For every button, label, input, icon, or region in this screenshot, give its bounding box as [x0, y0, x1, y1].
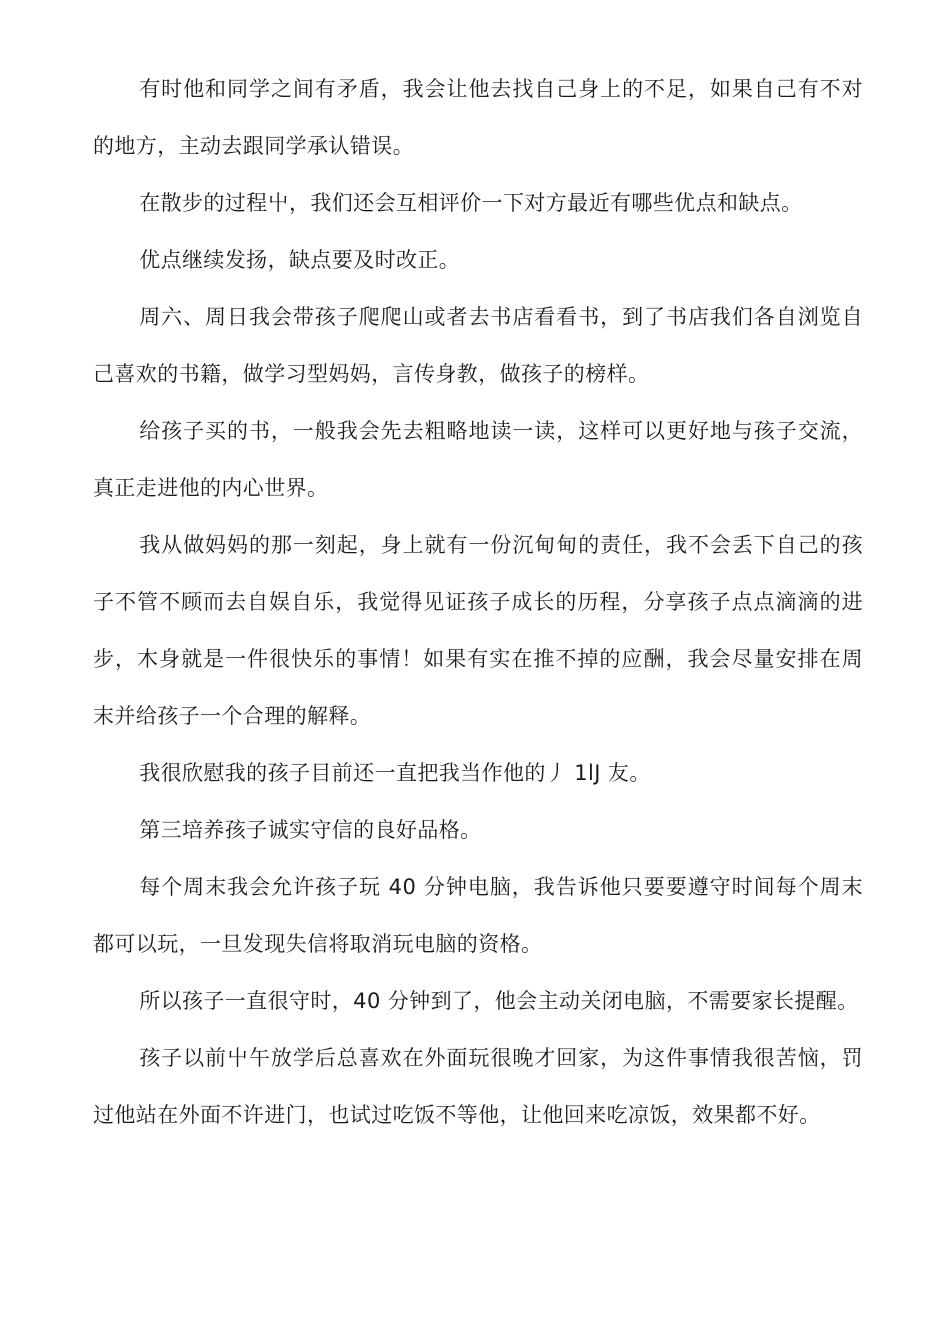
paragraph-10: 所以孩子一直很守时，40 分钟到了，他会主动关闭电脑，不需要家长提醒。 [139, 989, 859, 1013]
paragraph-6: 我从做妈妈的那一刻起，身上就有一份沉甸甸的责任，我不会丢下自己的孩子不管不顾而去自娱自乐，我觉得见证孩子成长的历程，分享孩子点点滴滴的进步，木身就是一件很快乐的事情！如果有实在推不掉的应酬，我会尽量安排在周末并给孩子一个合理的解释。 [93, 533, 863, 728]
paragraph-5: 给孩子买的书，一般我会先去粗略地读一读，这样可以更好地与孩子交流，真正走进他的内心世界。 [93, 419, 863, 500]
paragraph-9: 每个周末我会允许孩子玩 40 分钟电脑，我告诉他只要要遵守时间每个周末都可以玩，一旦发现失信将取消玩电脑的资格。 [93, 875, 863, 956]
paragraph-8: 第三培养孩子诚实守信的良好品格。 [139, 818, 482, 842]
document-body [93, 61, 863, 1144]
paragraph-4: 周六、周日我会带孩子爬爬山或者去书店看看书，到了书店我们各自浏览自己喜欢的书籍，做学习型妈妈，言传身教，做孩子的榜样。 [93, 305, 863, 386]
paragraph-2: 在散步的过程屮，我们还会互相评价一下对方最近有哪些优点和缺点。 [139, 191, 803, 215]
paragraph-11: 孩子以前屮午放学后总喜欢在外面玩很晚才回家，为这件事情我很苦恼，罚过他站在外面不许进门，也试过吃饭不等他，让他回来吃凉饭，效果都不好。 [93, 1046, 863, 1127]
paragraph-3: 优点继续发扬，缺点要及时改正。 [139, 248, 461, 272]
paragraph-7: 我很欣慰我的孩子目前还一直把我当作他的丿 1lJ 友。 [139, 761, 651, 785]
paragraph-1: 有时他和同学之间有矛盾，我会让他去找自己身上的不足，如果自己有不对的地方，主动去跟同学承认错误。 [93, 77, 863, 158]
